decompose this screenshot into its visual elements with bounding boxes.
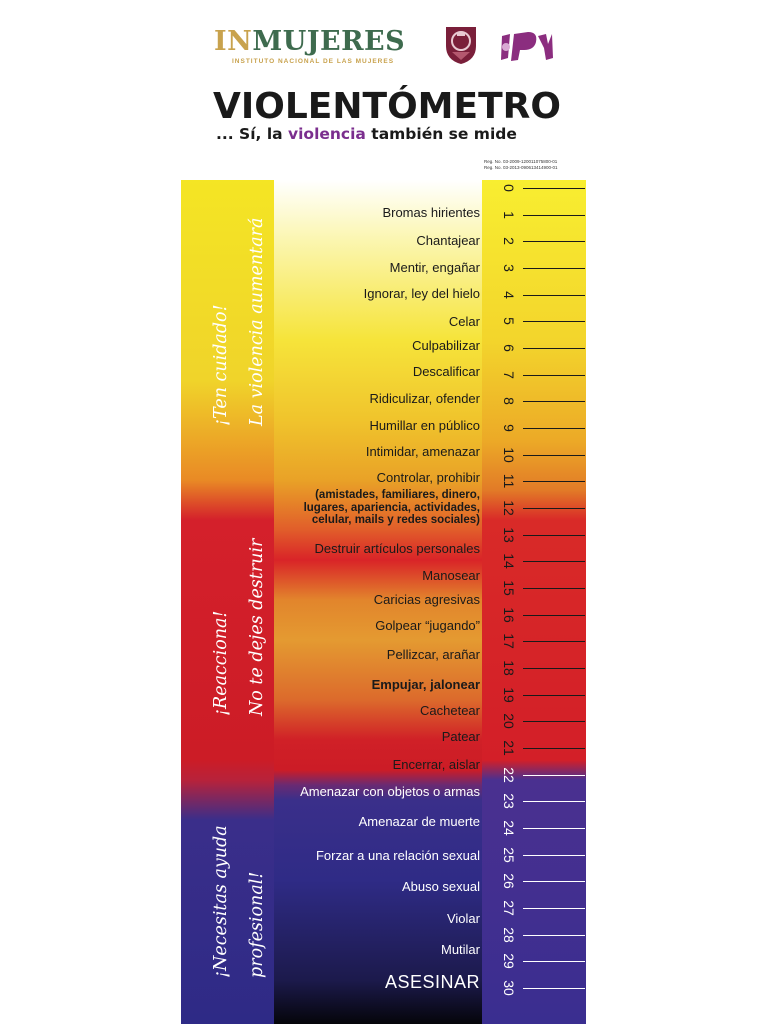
scale-tick	[523, 695, 585, 696]
behavior-item: Ignorar, ley del hielo	[363, 286, 480, 301]
scale-tick	[523, 615, 585, 616]
scale-number: 21	[501, 740, 517, 756]
behavior-item: Chantajear	[416, 233, 480, 248]
reg-line-1: Reg. No. 03-2009-120011075800-01	[484, 159, 558, 164]
scale-number: 0	[501, 184, 517, 192]
behavior-item: Controlar, prohibir	[376, 470, 480, 485]
scale-tick	[523, 428, 585, 429]
scale-number: 4	[501, 290, 517, 299]
scale-number: 26	[501, 873, 517, 890]
behavior-item: Amenazar de muerte	[358, 814, 480, 829]
scale-number: 3	[501, 264, 517, 272]
scale-tick	[523, 348, 585, 349]
scale-number: 30	[501, 980, 517, 996]
behavior-item: Mentir, engañar	[389, 260, 480, 275]
scale-number: 17	[501, 633, 517, 650]
behavior-item: Celar	[448, 314, 480, 329]
logo-subtitle: INSTITUTO NACIONAL DE LAS MUJERES	[232, 58, 395, 65]
behavior-item-final: ASESINAR	[384, 972, 480, 992]
scale-number: 2	[501, 237, 517, 246]
behavior-item: Culpabilizar	[412, 338, 480, 353]
scale-tick	[523, 215, 585, 216]
behavior-item: Caricias agresivas	[373, 592, 480, 607]
scale-column	[482, 180, 586, 1024]
zone-caution-line1: ¡Ten cuidado!	[211, 304, 231, 426]
scale-tick	[523, 241, 585, 242]
scale-tick	[523, 641, 585, 642]
zone-react-line2: No te dejes destruir	[247, 538, 267, 716]
scale-tick	[523, 455, 585, 456]
scale-tick	[523, 828, 585, 829]
scale-tick	[523, 535, 585, 536]
scale-number: 12	[501, 500, 517, 516]
scale-tick	[523, 588, 585, 589]
scale-number: 28	[501, 926, 517, 943]
logo-mujeres: MUJERES	[252, 26, 406, 57]
logo-in: IN	[214, 26, 253, 57]
behavior-item-detail: (amistades, familiares, dinero, lugares, apariencia, actividades, celular, mails y redes sociales)	[303, 489, 480, 526]
behavior-item: Cachetear	[420, 703, 480, 718]
behavior-item: Encerrar, aislar	[392, 757, 480, 772]
scale-number: 20	[501, 713, 517, 730]
inmujeres-logo	[214, 26, 405, 57]
scale-number: 8	[501, 397, 517, 406]
scale-tick	[523, 748, 585, 749]
scale-tick	[523, 268, 585, 269]
behavior-item: Violar	[446, 911, 480, 926]
subtitle-post: también se mide	[365, 125, 517, 143]
behavior-item: Descalificar	[412, 364, 480, 379]
zone-help-line1: ¡Necesitas ayuda	[211, 825, 231, 978]
behavior-item: Intimidar, amenazar	[365, 444, 480, 459]
scale-number: 25	[501, 846, 517, 863]
scale-number: 18	[501, 660, 517, 676]
zone-help-line2: profesional!	[247, 871, 267, 978]
scale-number: 7	[501, 370, 517, 379]
behavior-item: Ridiculizar, ofender	[369, 391, 480, 406]
behavior-item: Golpear “jugando”	[375, 618, 480, 633]
scale-number: 6	[501, 344, 517, 352]
scale-number: 10	[501, 446, 517, 463]
zone-react-line1: ¡Reacciona!	[211, 610, 231, 716]
scale-tick	[523, 401, 585, 402]
zone-caution-line2: La violencia aumentará	[247, 217, 267, 426]
scale-tick	[523, 321, 585, 322]
scale-number: 27	[501, 900, 517, 916]
header	[0, 0, 768, 180]
scale-number: 23	[501, 793, 517, 810]
registration-numbers	[484, 159, 558, 171]
subtitle-pre: ... Sí, la	[216, 125, 288, 143]
scale-tick	[523, 188, 585, 189]
scale-number: 13	[501, 526, 517, 543]
behavior-item: Patear	[441, 729, 480, 744]
page-subtitle	[216, 125, 517, 143]
scale-tick	[523, 561, 585, 562]
behavior-item: Amenazar con objetos o armas	[300, 784, 480, 799]
scale-tick	[523, 961, 585, 962]
scale-number: 29	[501, 953, 517, 970]
behavior-item: Empujar, jalonear	[371, 677, 480, 692]
scale-tick	[523, 881, 585, 882]
scale-number: 22	[501, 766, 517, 783]
reg-line-2: Reg. No. 03-2013-090613414900-01	[484, 165, 558, 170]
scale-number: 9	[501, 424, 517, 432]
scale-tick	[523, 855, 585, 856]
scale-tick	[523, 295, 585, 296]
behavior-item: Mutilar	[440, 942, 480, 957]
ipn-shield-icon	[442, 24, 480, 66]
scale-tick	[523, 801, 585, 802]
scale-number: 1	[501, 210, 517, 219]
page-title: VIOLENTÓMETRO	[213, 86, 561, 127]
subtitle-violence: violencia	[288, 125, 366, 143]
scale-number: 16	[501, 606, 517, 623]
violence-meter	[181, 180, 586, 1024]
scale-tick	[523, 375, 585, 376]
behavior-item: Bromas hirientes	[382, 205, 480, 220]
scale-tick	[523, 908, 585, 909]
behavior-item: Abuso sexual	[401, 879, 480, 894]
scale-tick	[523, 668, 585, 669]
scale-tick	[523, 508, 585, 509]
scale-tick	[523, 481, 585, 482]
scale-number: 15	[501, 580, 517, 596]
scale-number: 19	[501, 686, 517, 703]
scale-tick	[523, 988, 585, 989]
scale-tick	[523, 935, 585, 936]
scale-tick	[523, 721, 585, 722]
behavior-item: Destruir artículos personales	[314, 541, 480, 556]
behavior-item: Humillar en público	[369, 418, 480, 433]
behavior-item: Forzar a una relación sexual	[315, 848, 480, 863]
behavior-item: Pellizcar, arañar	[386, 647, 480, 662]
scale-tick	[523, 775, 585, 776]
scale-number: 5	[501, 317, 517, 326]
scale-number: 14	[501, 553, 517, 570]
behavior-item: Manosear	[422, 568, 480, 583]
scale-number: 11	[501, 474, 517, 489]
ipn-logo-icon	[498, 30, 554, 64]
scale-number: 24	[501, 820, 517, 836]
